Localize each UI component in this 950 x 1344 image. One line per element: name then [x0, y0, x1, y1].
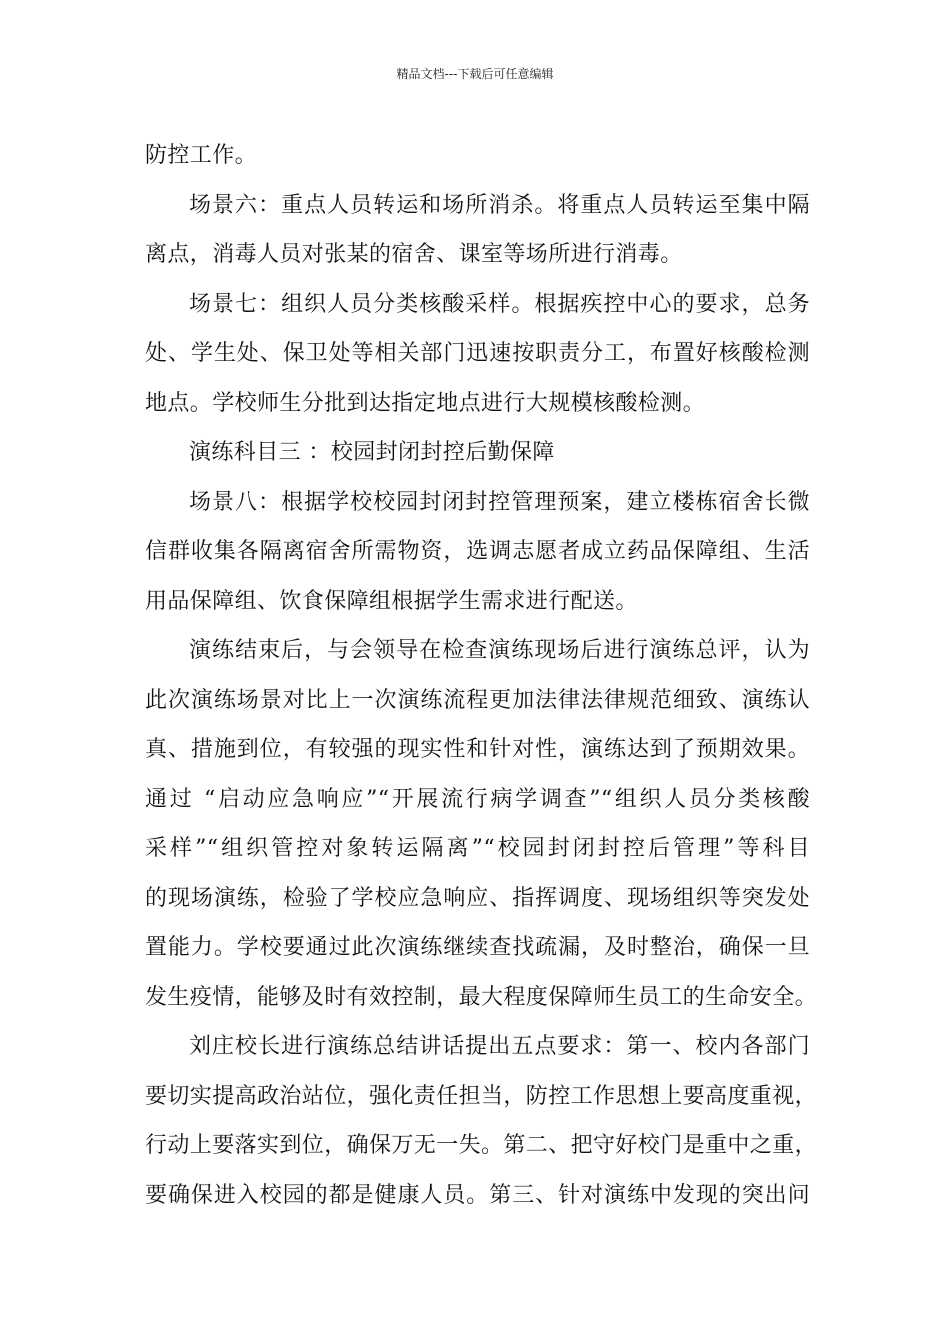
text-line: 场景八：根据学校校园封闭封控管理预案，建立楼栋宿舍长微	[189, 489, 810, 515]
text-line: 演练科目三 ：校园封闭封控后勤保障	[189, 440, 555, 465]
text-line: 此次演练场景对比上一次演练流程更加法律法律规范细致、演练认	[145, 687, 810, 713]
text-line: 场景七：组织人员分类核酸采样。根据疾控中心的要求，总务	[189, 291, 810, 317]
document-body	[145, 131, 818, 1220]
text-line: 采样”“组织管控对象转运隔离”“校园封闭封控后管理”等科目	[145, 836, 810, 861]
text-line: 真、措施到位，有较强的现实性和针对性，演练达到了预期效果。	[145, 737, 810, 762]
text-line: 场景六：重点人员转运和场所消杀。将重点人员转运至集中隔	[189, 192, 810, 218]
text-line: 要确保进入校园的都是健康人员。第三、针对演练中发现的突出问	[145, 1182, 810, 1208]
text-line: 通过 “启动应急响应”“开展流行病学调查”“组织人员分类核酸	[145, 786, 810, 812]
text-line: 演练结束后，与会领导在检查演练现场后进行演练总评，认为	[189, 638, 810, 663]
text-line: 行动上要落实到位，确保万无一失。第二、把守好校门是重中之重，	[145, 1133, 818, 1158]
text-line: 信群收集各隔离宿舍所需物资，选调志愿者成立药品保障组、生活	[145, 539, 810, 564]
page-header: 精品文档---下载后可任意编辑	[396, 67, 554, 81]
text-line: 处、学生处、保卫处等相关部门迅速按职责分工，布置好核酸检测	[145, 341, 810, 366]
text-line: 地点。学校师生分批到达指定地点进行大规模核酸检测。	[145, 390, 706, 416]
text-line: 用品保障组、饮食保障组根据学生需求进行配送。	[145, 588, 638, 614]
text-line: 置能力。学校要通过此次演练继续查找疏漏，及时整治，确保一旦	[145, 935, 810, 960]
text-line: 要切实提高政治站位，强化责任担当，防控工作思想上要高度重视，	[145, 1083, 818, 1109]
text-line: 防控工作。	[145, 143, 258, 168]
text-line: 发生疫情，能够及时有效控制，最大程度保障师生员工的生命安全。	[145, 984, 818, 1010]
text-line: 离点，消毒人员对张某的宿舍、课室等场所进行消毒。	[145, 242, 683, 267]
text-line: 刘庄校长进行演练总结讲话提出五点要求：第一、校内各部门	[189, 1034, 810, 1059]
text-line: 的现场演练，检验了学校应急响应、指挥调度、现场组织等突发处	[145, 885, 810, 911]
